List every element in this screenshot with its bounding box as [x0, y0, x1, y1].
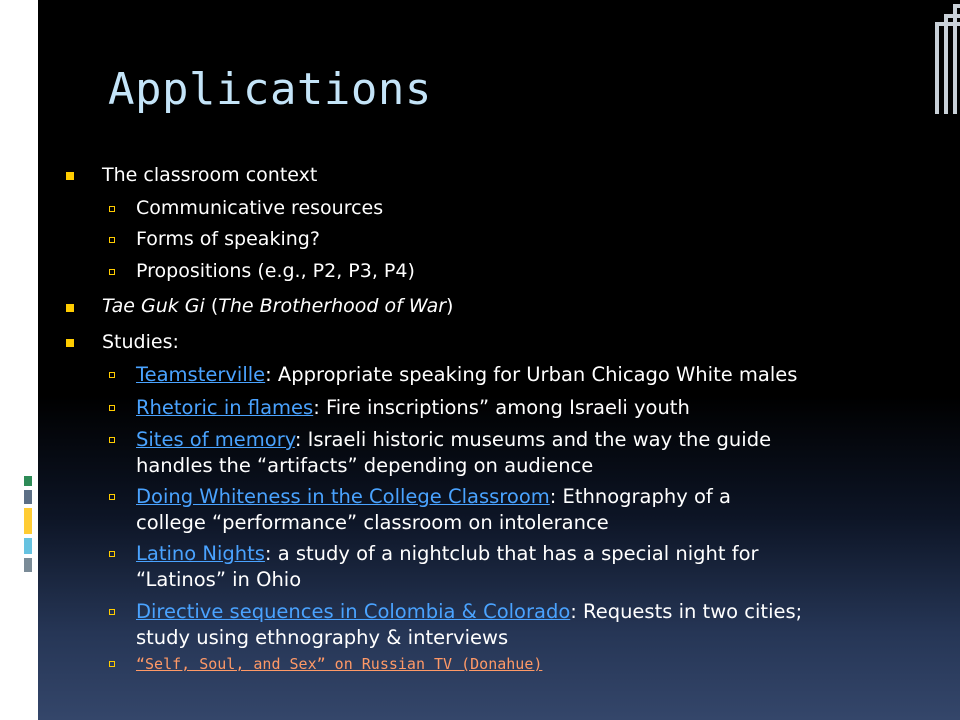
item-classroom-context: The classroom context: [102, 164, 318, 186]
link-teamsterville[interactable]: Teamsterville: [136, 363, 266, 386]
bullet-square-icon: [66, 339, 74, 347]
study-desc: : Requests in two cities;: [570, 600, 803, 623]
study-russian-tv: [136, 655, 542, 673]
slide-title: Applications: [108, 64, 432, 115]
link-doing-whiteness[interactable]: Doing Whiteness in the College Classroom: [136, 485, 550, 508]
film-paren-open: (: [204, 295, 219, 317]
study-desc-continued: handles the “artifacts” depending on audience: [136, 454, 594, 477]
sub-bullet-icon: [109, 206, 115, 212]
sub-bullet-icon: [109, 405, 115, 411]
bullet-square-icon: [66, 172, 74, 180]
study-desc: : Appropriate speaking for Urban Chicago White males: [265, 363, 798, 386]
film-paren-close: ): [446, 295, 454, 317]
sub-bullet-icon: [109, 661, 115, 667]
study-desc-continued: “Latinos” in Ohio: [136, 568, 302, 591]
item-communicative-resources: Communicative resources: [136, 197, 384, 219]
link-directive-sequences[interactable]: Directive sequences in Colombia & Colorado: [136, 600, 571, 623]
film-title: Tae Guk Gi: [102, 295, 205, 317]
study-desc-continued: study using ethnography & interviews: [136, 626, 509, 649]
item-film: [102, 295, 453, 317]
study-doing-whiteness: [136, 485, 731, 508]
study-desc-continued: college “performance” classroom on intolerance: [136, 511, 609, 534]
item-studies: Studies:: [102, 331, 179, 353]
sub-bullet-icon: [109, 609, 115, 615]
study-teamsterville: [136, 363, 797, 386]
sub-bullet-icon: [109, 494, 115, 500]
sub-bullet-icon: [109, 551, 115, 557]
study-rhetoric-in-flames: [136, 396, 690, 419]
link-latino-nights[interactable]: Latino Nights: [136, 542, 265, 565]
study-desc: : Ethnography of a: [549, 485, 731, 508]
study-desc: : a study of a nightclub that has a special night for: [264, 542, 759, 565]
item-propositions: Propositions (e.g., P2, P3, P4): [136, 260, 415, 282]
sub-bullet-icon: [109, 437, 115, 443]
study-latino-nights: [136, 542, 759, 565]
sub-bullet-icon: [109, 372, 115, 378]
item-forms-of-speaking: Forms of speaking?: [136, 228, 320, 250]
study-sites-of-memory: [136, 428, 771, 451]
link-rhetoric-in-flames[interactable]: Rhetoric in flames: [136, 396, 314, 419]
link-russian-tv[interactable]: “Self, Soul, and Sex” on Russian TV (Donahue): [136, 655, 543, 673]
study-directive-sequences: [136, 600, 802, 623]
link-sites-of-memory[interactable]: Sites of memory: [136, 428, 295, 451]
sub-bullet-icon: [109, 237, 115, 243]
study-desc: : Fire inscriptions” among Israeli youth: [313, 396, 690, 419]
study-desc: : Israeli historic museums and the way the guide: [294, 428, 772, 451]
sub-bullet-icon: [109, 269, 115, 275]
bullet-square-icon: [66, 304, 74, 312]
film-subtitle: The Brotherhood of War: [218, 295, 447, 317]
